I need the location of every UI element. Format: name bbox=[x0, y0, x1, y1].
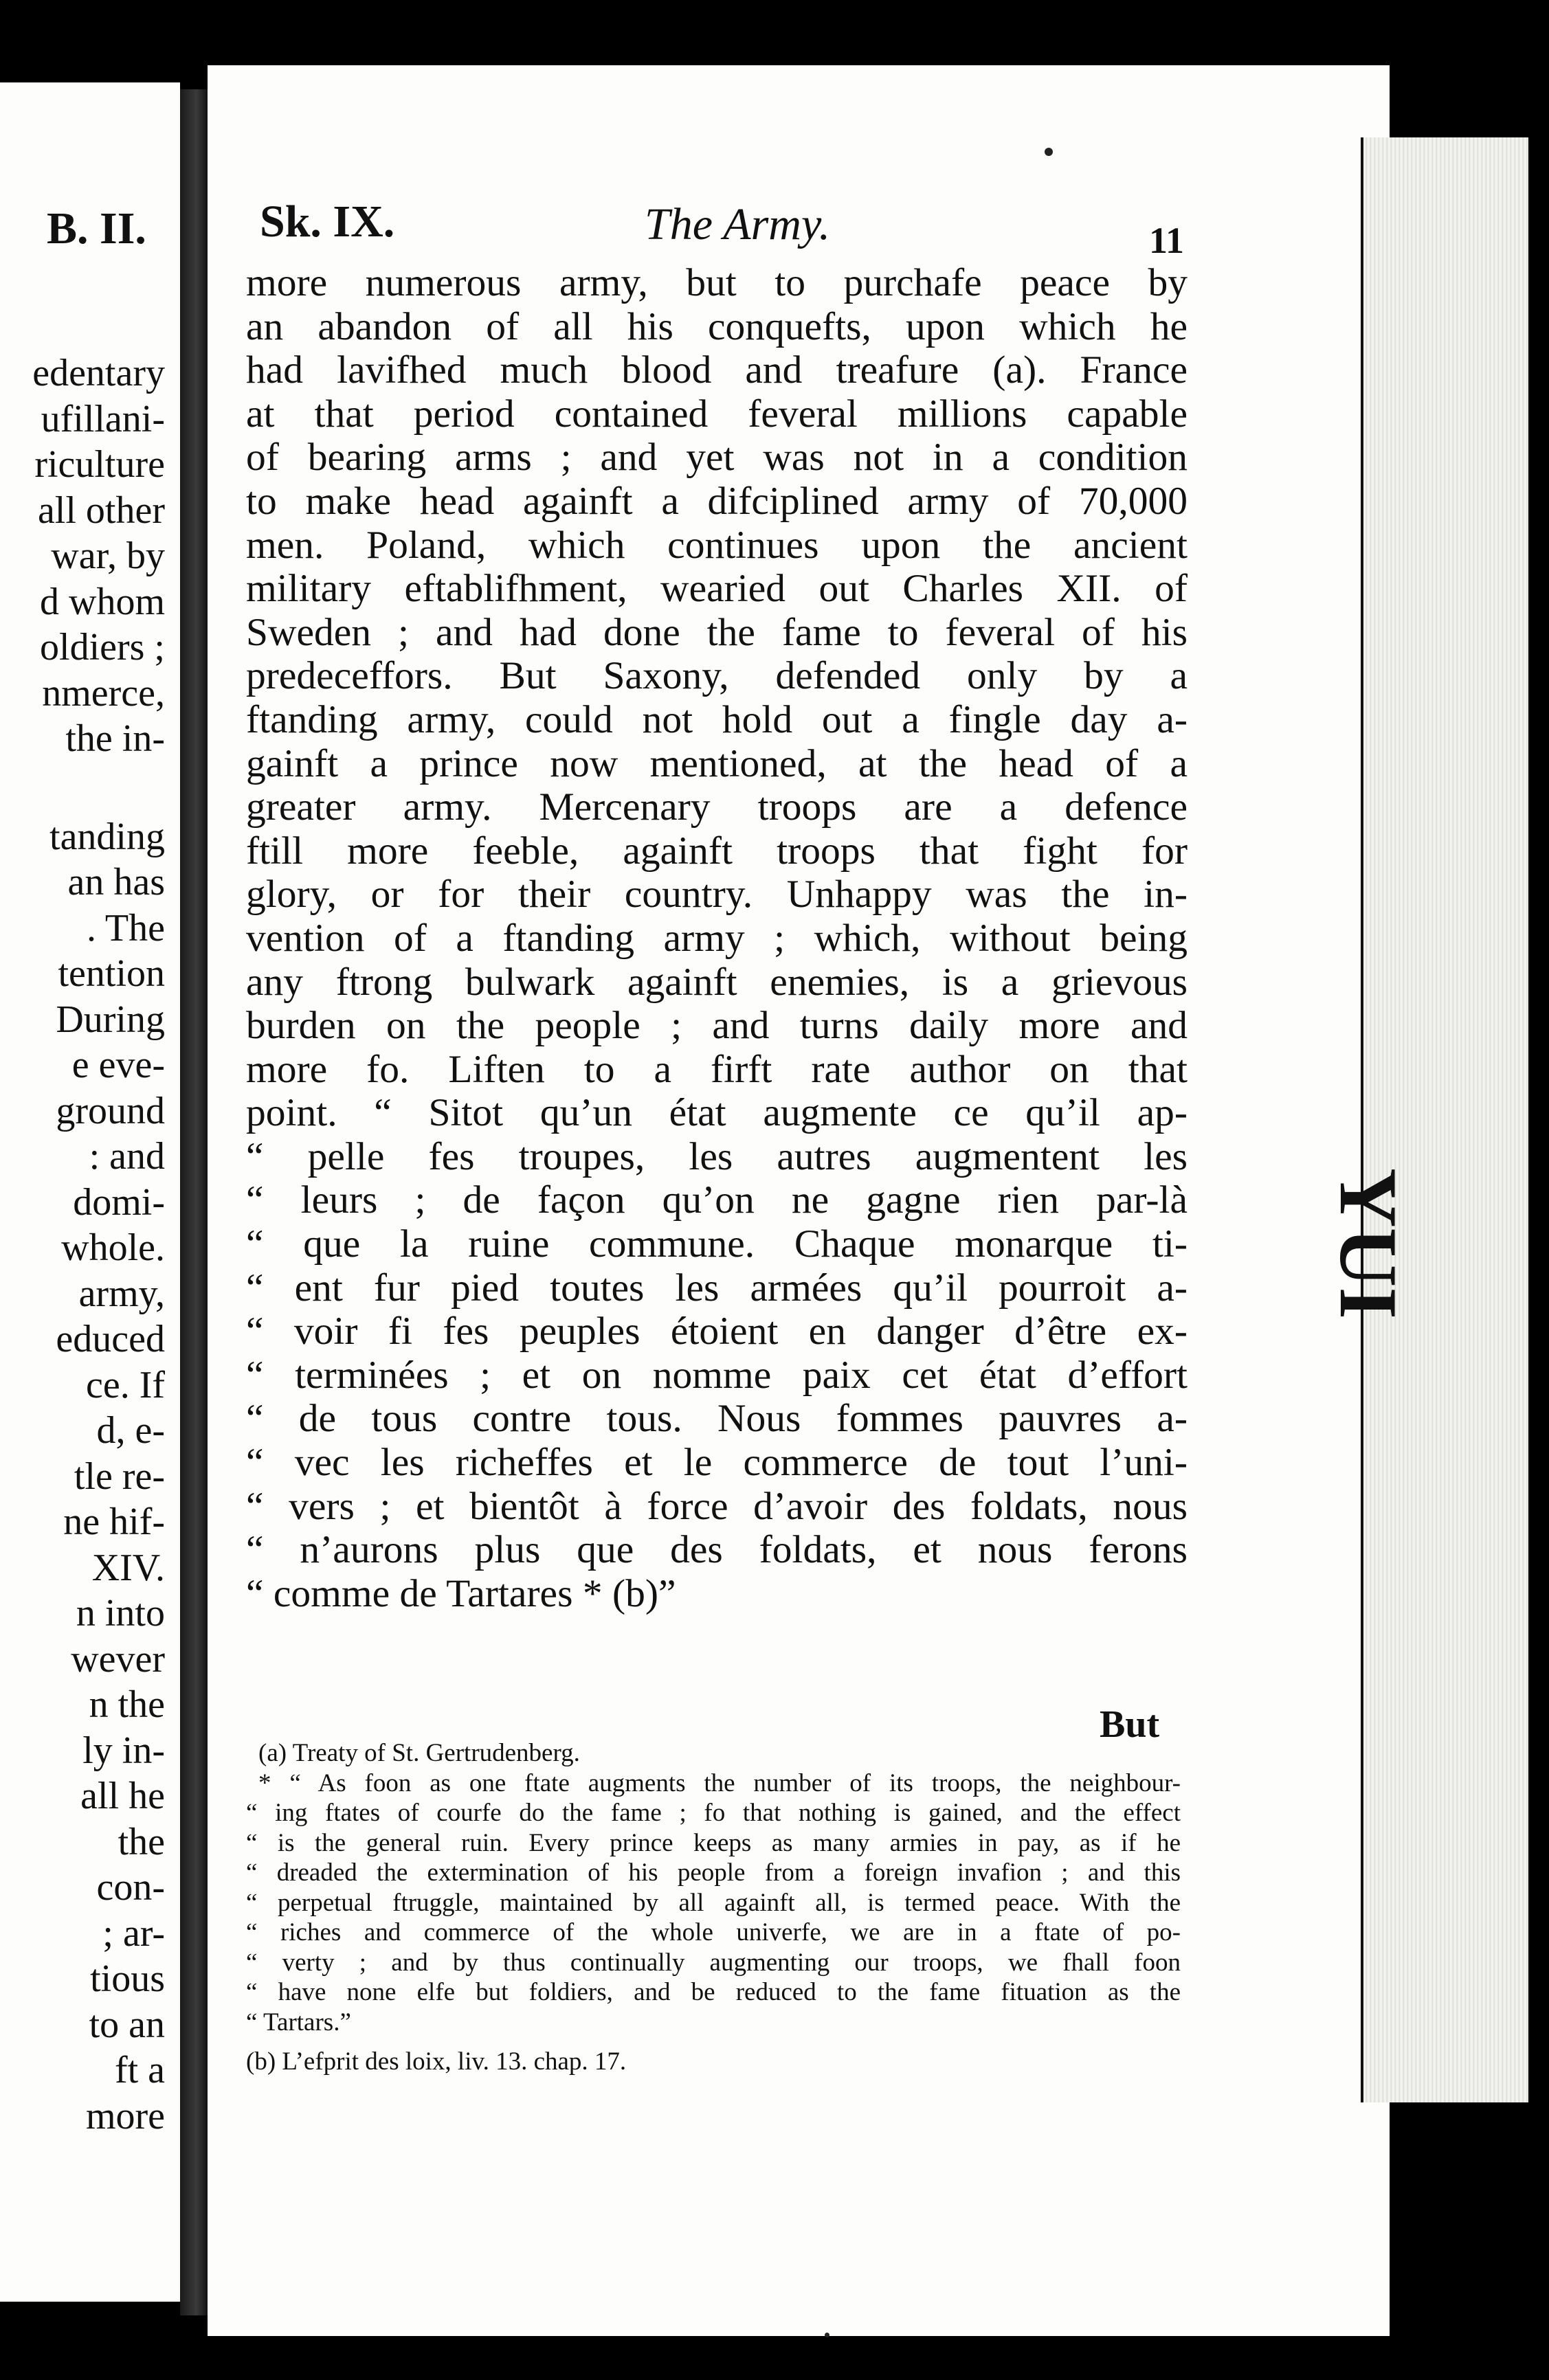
text-line: point. “ Sitot qu’un état augmente ce qu’il ap- bbox=[246, 1091, 1188, 1135]
left-line: educed bbox=[56, 1318, 165, 1360]
left-line: the in- bbox=[65, 717, 165, 760]
quote-line: “ voir fi fes peuples étoient en danger d’être ex- bbox=[246, 1310, 1188, 1354]
quote-line: “ n’aurons plus que des foldats, et nous ferons bbox=[246, 1528, 1188, 1572]
left-page-header: B. II. bbox=[47, 203, 146, 254]
left-line: XIV. bbox=[91, 1546, 165, 1589]
left-line: an has bbox=[67, 861, 165, 903]
footnote-a: (a) Treaty of St. Gertrudenberg. bbox=[258, 1739, 580, 1767]
left-line: the bbox=[118, 1820, 165, 1863]
quote-line: “ de tous contre tous. Nous fommes pauvres a- bbox=[246, 1397, 1188, 1441]
quote-line: “ vec les richeffes et le commerce de tout l’uni- bbox=[246, 1441, 1188, 1485]
print-speck bbox=[825, 2333, 829, 2337]
running-head bbox=[260, 196, 1184, 261]
left-line: oldiers ; bbox=[40, 626, 165, 669]
footnote-star-line: “ Tartars.” bbox=[246, 2008, 351, 2036]
left-line: . The bbox=[86, 906, 165, 950]
footnote-b: (b) L’efprit des loix, liv. 13. chap. 17. bbox=[246, 2047, 627, 2076]
left-line: edentary bbox=[32, 352, 165, 394]
left-line: tanding bbox=[49, 815, 165, 858]
quote-line: “ terminées ; et on nomme paix cet état d’effort bbox=[246, 1353, 1188, 1397]
left-line: domi- bbox=[73, 1180, 165, 1224]
footnote-star-line: “ have none elfe but foldiers, and be reduced to the fame fituation as the bbox=[246, 1978, 1181, 2006]
left-line: e eve- bbox=[71, 1044, 165, 1086]
text-line: military eftablifhment, wearied out Charles XII. of bbox=[246, 567, 1188, 611]
footnote-star-line: “ riches and commerce of the whole univerfe, we are in a ftate of po- bbox=[246, 1918, 1181, 1946]
left-line: to an bbox=[89, 2003, 165, 2046]
footnote-star-line: “ is the general ruin. Every prince keeps as many armies in pay, as if he bbox=[246, 1828, 1181, 1857]
left-line: tious bbox=[90, 1957, 165, 2000]
quote-line: “ leurs ; de façon qu’on ne gagne rien par-là bbox=[246, 1178, 1188, 1222]
text-line: vention of a ftanding army ; which, without being bbox=[246, 916, 1188, 960]
page-edge-stack bbox=[1361, 137, 1528, 2102]
left-line: d whom bbox=[40, 580, 165, 623]
footnote-star-line: * “ As foon as one ftate augments the number of its troops, the neighbour- bbox=[258, 1769, 1181, 1797]
left-line: n into bbox=[76, 1592, 165, 1635]
text-line: men. Poland, which continues upon the ancient bbox=[246, 523, 1188, 567]
text-line: glory, or for their country. Unhappy was the in- bbox=[246, 873, 1188, 917]
left-line: ground bbox=[56, 1089, 165, 1132]
quote-line: “ pelle fes troupes, les autres augmentent les bbox=[246, 1134, 1188, 1178]
left-line: con- bbox=[96, 1866, 165, 1909]
text-line: greater army. Mercenary troops are a defence bbox=[246, 785, 1188, 829]
text-line: more fo. Liften to a firft rate author on that bbox=[246, 1047, 1188, 1091]
page-number: 11 bbox=[1148, 220, 1184, 261]
left-line: d, e- bbox=[96, 1409, 165, 1452]
quote-line: “ vers ; et bientôt à force d’avoir des foldats, nous bbox=[246, 1484, 1188, 1528]
quote-line: “ que la ruine commune. Chaque monarque ti- bbox=[246, 1222, 1188, 1266]
footnote-gap bbox=[246, 2037, 1181, 2047]
left-line: ufillani- bbox=[41, 397, 165, 440]
footnote-star-line: “ dreaded the extermination of his people from a foreign invafion ; and this bbox=[246, 1859, 1181, 1887]
left-line: tle re- bbox=[74, 1455, 165, 1498]
edge-mark: YUI bbox=[1323, 1168, 1414, 1320]
left-line: ft a bbox=[114, 2049, 165, 2091]
left-line: ne hif- bbox=[63, 1501, 165, 1543]
footnotes bbox=[246, 1738, 1181, 2077]
left-line: all other bbox=[37, 489, 165, 532]
paragraph-gap bbox=[32, 762, 165, 814]
text-line: to make head againft a difciplined army of 70,000 bbox=[246, 479, 1188, 523]
text-line: ftill more feeble, againft troops that fight for bbox=[246, 829, 1188, 873]
left-page-text bbox=[32, 350, 165, 2139]
main-text bbox=[246, 261, 1188, 1615]
left-line: all he bbox=[80, 1775, 165, 1817]
left-line: ce. If bbox=[85, 1363, 165, 1406]
text-line: predeceffors. But Saxony, defended only by a bbox=[246, 654, 1188, 698]
quote-line: “ ent fur pied toutes les armées qu’il pourroit a- bbox=[246, 1266, 1188, 1310]
running-title: The Army. bbox=[645, 199, 831, 249]
left-line: riculture bbox=[34, 443, 165, 486]
footnote-star-line: “ verty ; and by thus continually augmenting our troops, we fhall foon bbox=[246, 1948, 1181, 1977]
text-line: Sweden ; and had done the fame to feveral of his bbox=[246, 610, 1188, 654]
left-line: wever bbox=[71, 1637, 165, 1681]
footnote-star-line: “ ing ftates of courfe do the fame ; fo that nothing is gained, and the effect bbox=[246, 1799, 1181, 1827]
text-line: of bearing arms ; and yet was not in a condition bbox=[246, 436, 1188, 480]
text-line: burden on the people ; and turns daily more and bbox=[246, 1004, 1188, 1048]
left-line: tention bbox=[58, 952, 165, 995]
book-gutter bbox=[180, 89, 208, 2315]
text-line: at that period contained feveral millions capable bbox=[246, 392, 1188, 436]
left-line: ; ar- bbox=[102, 1911, 165, 1955]
text-line: more numerous army, but to purchafe peace by bbox=[246, 261, 1188, 304]
left-line: ly in- bbox=[82, 1729, 165, 1772]
left-line: nmerce, bbox=[42, 671, 165, 715]
text-line: an abandon of all his conquefts, upon which he bbox=[246, 304, 1188, 348]
section-label: Sk. IX. bbox=[260, 197, 395, 247]
footnote-star-line: “ perpetual ftruggle, maintained by all againft all, is termed peace. With the bbox=[246, 1888, 1181, 1917]
text-line: any ftrong bulwark againft enemies, is a grievous bbox=[246, 960, 1188, 1004]
left-line: During bbox=[56, 998, 165, 1041]
catchword: But bbox=[1100, 1703, 1160, 1746]
text-line: ftanding army, could not hold out a fingle day a- bbox=[246, 697, 1188, 741]
left-line: whole. bbox=[61, 1226, 165, 1269]
text-line: had lavifhed much blood and treafure (a). France bbox=[246, 348, 1188, 392]
left-line: more bbox=[85, 2094, 165, 2137]
quote-line: “ comme de Tartares * (b)” bbox=[246, 1571, 676, 1615]
left-line: army, bbox=[78, 1272, 165, 1315]
facing-page-left bbox=[0, 82, 180, 2302]
text-line: gainft a prince now mentioned, at the head of a bbox=[246, 741, 1188, 785]
left-line: n the bbox=[89, 1683, 165, 1726]
print-speck bbox=[1045, 148, 1053, 156]
left-line: war, by bbox=[51, 535, 165, 577]
left-line: : and bbox=[89, 1135, 165, 1178]
